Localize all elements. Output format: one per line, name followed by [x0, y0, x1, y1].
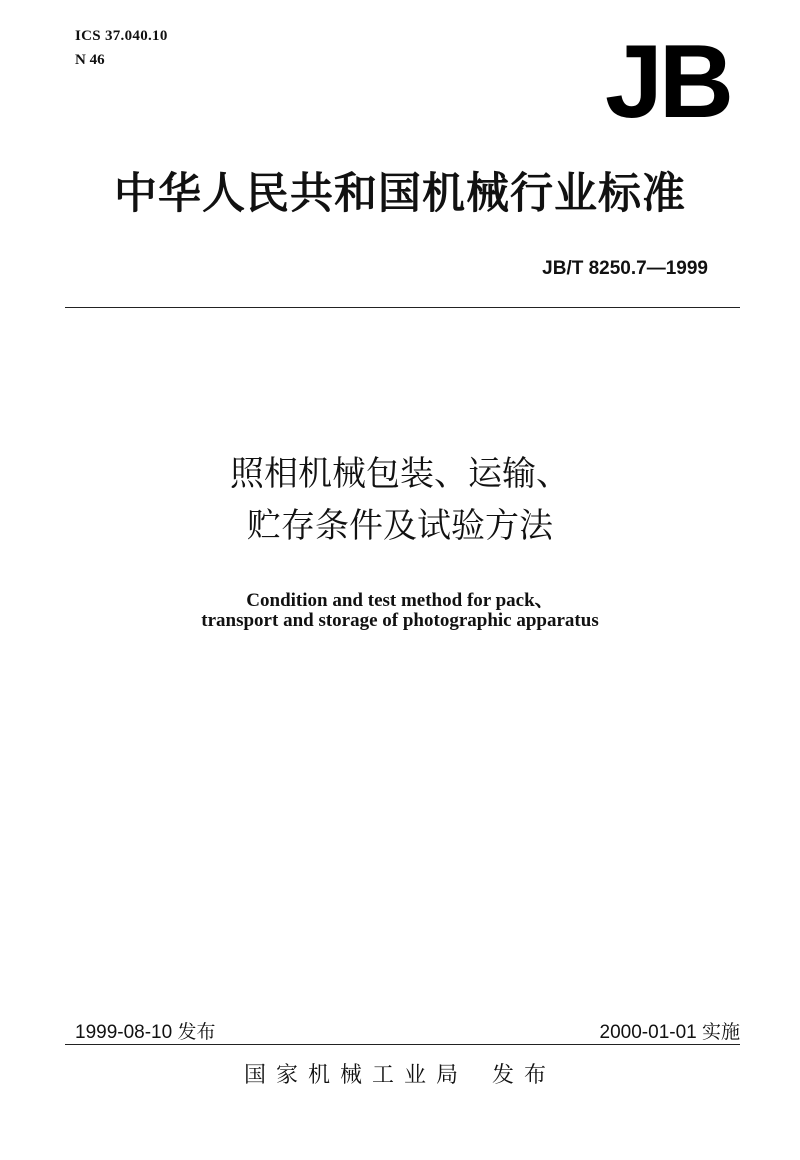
ics-code: ICS 37.040.10	[75, 28, 168, 44]
chinese-title-line-1: 照相机械包装、运输、	[230, 454, 570, 494]
issuer-action: 发布	[492, 1063, 557, 1088]
jb-logo: JB	[605, 24, 730, 140]
standard-org-title: 中华人民共和国机械行业标准	[114, 169, 686, 219]
issuer-line	[200, 1058, 600, 1089]
standard-number: JB/T 8250.7—1999	[542, 258, 708, 279]
issuer-name: 国家机械工业局	[243, 1063, 468, 1088]
implementation-date: 2000-01-01 实施	[599, 1022, 740, 1043]
bottom-divider	[65, 1044, 740, 1045]
ccs-code: N 46	[75, 52, 105, 68]
top-divider	[65, 307, 740, 308]
issue-date: 1999-08-10 发布	[75, 1022, 216, 1043]
english-title-line-2: transport and storage of photographic apparatus	[201, 610, 599, 631]
chinese-title-line-2: 贮存条件及试验方法	[247, 506, 553, 546]
english-title-line-1: Condition and test method for pack、	[246, 590, 554, 611]
